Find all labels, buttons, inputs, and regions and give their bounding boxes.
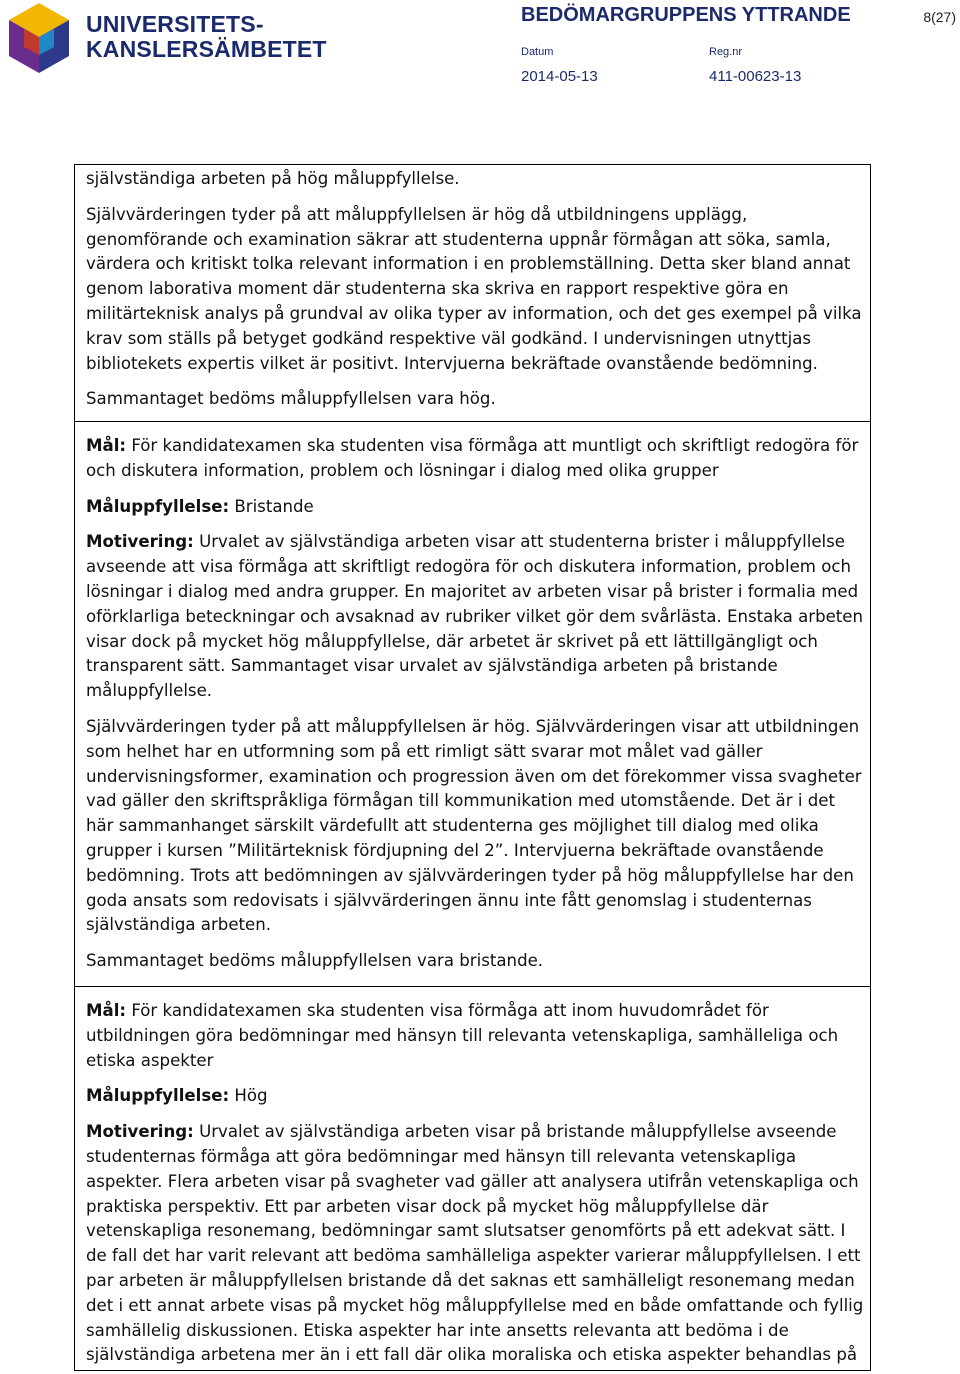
fulfilment-label: Måluppfyllelse: <box>86 496 230 516</box>
self-evaluation-paragraph: Självvärderingen tyder på att måluppfyllelsen är hög. Självvärderingen visar att utbildningen som helhet har en utformning som på ett rimligt sätt svarar mot målet vad gäller undervisningsformer, examination och progression även om det förekommer vissa svagheter vad gäller den skriftspråkliga förmågan till kommunikation med utomstående. Det är i det här sammanhanget särskilt värdefullt att studenterna ges möjlighet till dialog med olika grupper i kursen ”Militärteknisk fördjupning del 2”. Intervjuerna bekräftade ovanstående bedömning. Trots att bedömningen av självvärderingen tyder på hög måluppfyllelse har den goda ansats som redovisats i självvärderingen ännu inte fått genomslag i studenternas självständiga arbeten. <box>86 716 862 935</box>
goal-label: Mål: <box>86 1001 127 1020</box>
paragraph: Självvärderingen tyder på att måluppfyllelsen är hög då utbildningens upplägg, genomförande och examination säkrar att studenterna uppnår förmågan att söka, samla, värdera och kritiskt tolka relevant information i en problemställning. Detta sker bland annat genom laborativa moment där studenterna ska skriva en rapport respektive göra en militärteknisk analys på grundval av olika typer av information, och det ges exempel på vilka krav som ställs på betyget godkänd respektive väl godkänd. I undervisningen utnyttjas bibliotekets expertis vilket är positivt. Intervjuerna bekräftade ovanstående bedömning. <box>86 204 862 373</box>
motivation-paragraph <box>86 1120 870 1368</box>
fulfilment-paragraph <box>86 1084 870 1109</box>
motivation-text: Urvalet av självständiga arbeten visar på bristande måluppfyllelse avseende studenternas förmåga att göra bedömningar med hänsyn till relevanta vetenskapliga aspekter. Flera arbeten visar på svagheter vad gäller att analysera utifrån vetenskapliga och praktiska perspektiv. Ett par arbeten visar dock på mycket hög måluppfyllelse där vetenskapliga resonemang, bedömningar samt slutsatser genomförts på ett adekvat sätt. I de fall det har varit relevant att bedöma samhälleliga aspekter varierar måluppfyllelsen. I ett par arbeten är måluppfyllelsen bristande då det saknas ett samhälleligt resonemang medan det i ett annat arbete visas på mycket hög måluppfyllelse med en både omfattande och fyllig samhällelig diskussionen. Etiska aspekter har inte ansetts relevanta att bedöma i de självständiga arbetena mer än i ett fall där olika moraliska och etiska aspekter behandlas på <box>86 1122 864 1365</box>
goal-text: För kandidatexamen ska studenten visa förmåga att muntligt och skriftligt redogöra för och diskutera information, problem och lösningar i dialog med olika grupper <box>86 436 859 480</box>
date-label: Datum <box>521 46 554 58</box>
logo-line-1: UNIVERSITETS- <box>86 11 264 37</box>
assessment-box-3 <box>74 987 871 1371</box>
motivation-label: Motivering: <box>86 1122 194 1142</box>
assessment-box-1 <box>74 164 871 422</box>
fulfilment-value: Bristande <box>229 496 314 516</box>
fulfilment-value: Hög <box>229 1086 268 1106</box>
goal-paragraph <box>86 434 870 484</box>
document-title: BEDÖMARGRUPPENS YTTRANDE <box>521 4 851 26</box>
date-value: 2014-05-13 <box>521 68 598 85</box>
fulfilment-label: Måluppfyllelse: <box>86 1086 230 1106</box>
motivation-paragraph <box>86 530 870 704</box>
summary-paragraph: Sammantaget bedöms måluppfyllelsen vara bristande. <box>86 951 544 971</box>
reg-value: 411-00623-13 <box>709 68 802 85</box>
summary-paragraph: Sammantaget bedöms måluppfyllelsen vara hög. <box>86 389 496 409</box>
goal-label: Mål: <box>86 436 127 455</box>
fulfilment-paragraph <box>86 495 870 520</box>
motivation-text: Urvalet av självständiga arbeten visar att studenterna brister i måluppfyllelse avseende att visa förmåga att skriftligt redogöra för och diskutera information, problem och lösningar i dialog med andra grupper. En majoritet av arbeten visar på brister i formalia med oförklarliga beteckningar och avsaknad av rubriker vilket gör dem svårlästa. Enstaka arbeten visar dock på mycket hög måluppfyllelse, där arbetet är skrivet på ett lättillgängligt och transparent sätt. Sammantaget visar urvalet av självständiga arbeten på bristande måluppfyllelse. <box>86 532 864 701</box>
paragraph: självständiga arbeten på hög måluppfyllelse. <box>86 169 460 188</box>
university-logo <box>6 1 72 75</box>
goal-text: För kandidatexamen ska studenten visa förmåga att inom huvudområdet för utbildningen göra bedömningar med hänsyn till relevanta vetenskapliga, samhälleliga och etiska aspekter <box>86 1001 839 1070</box>
goal-paragraph <box>86 999 870 1073</box>
logo-wordmark <box>86 12 327 62</box>
logo-line-2: KANSLERSÄMBETET <box>86 36 327 62</box>
page-number: 8(27) <box>923 9 956 25</box>
motivation-label: Motivering: <box>86 532 194 552</box>
assessment-box-2 <box>74 422 871 987</box>
reg-label: Reg.nr <box>709 46 743 58</box>
